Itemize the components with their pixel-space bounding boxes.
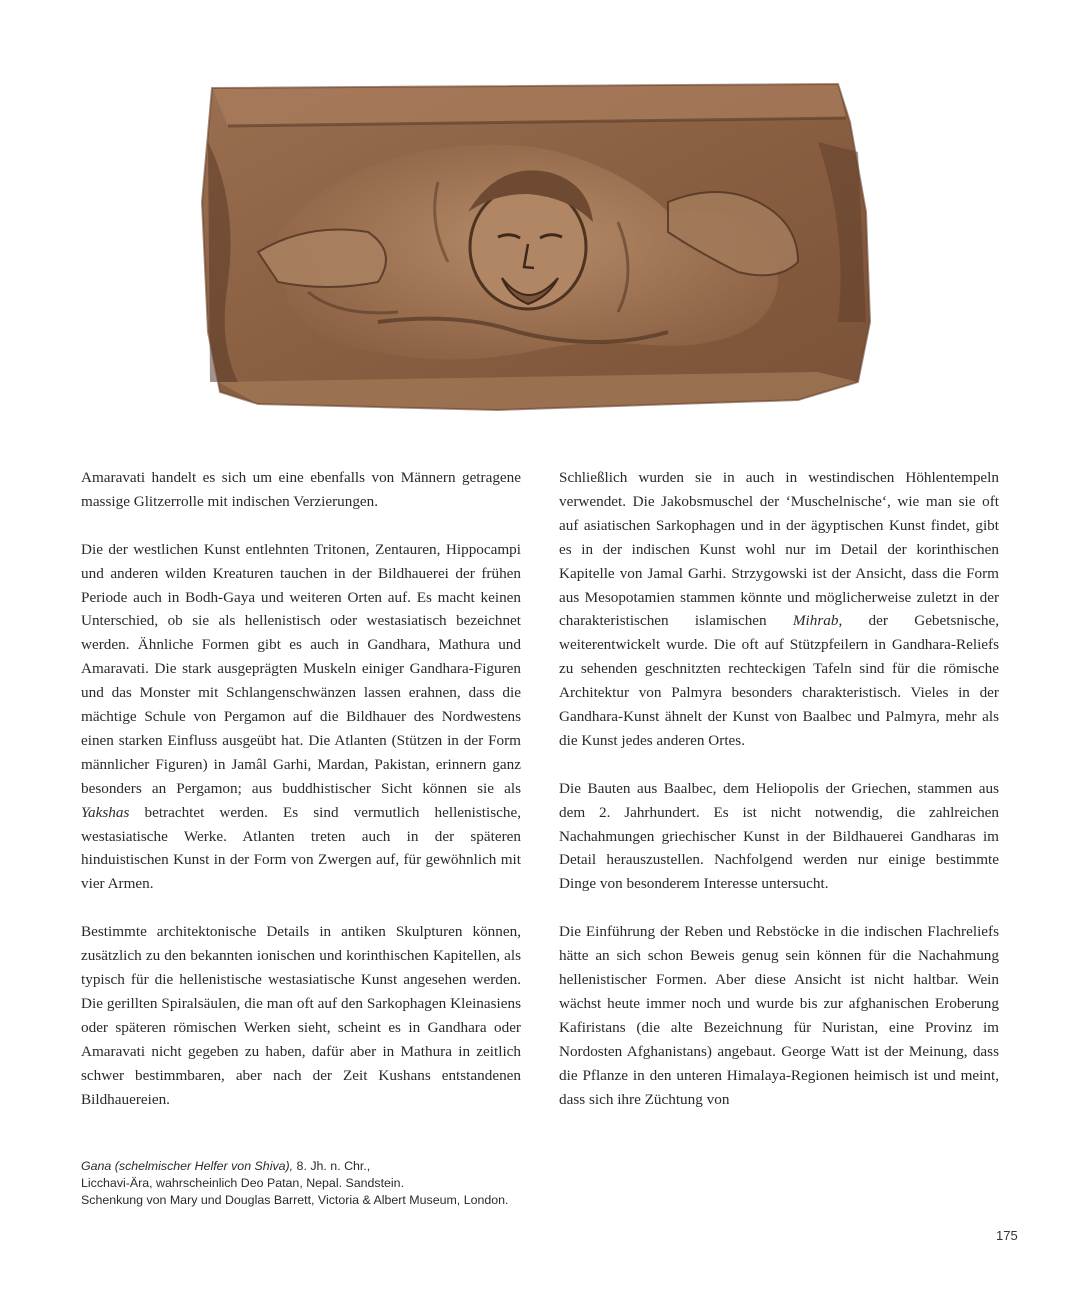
paragraph: Die Einführung der Reben und Rebstöcke in die indischen Flachreliefs hätte an sich schon Beweis genug sein können für die Nachahmung hellenistischer Formen. Aber diese Ansicht ist nicht haltbar. Wein wächst heute immer noch und wurde bis zur afghanischen Eroberung Kafiristans (die alte Bezeichnung für Nuristan, eine Provinz im Nordosten Afghanistans) angebaut. George Watt ist der Meinung, dass die Pflanze in den unteren Himalaya-Regionen heimisch ist und meint, dass sich ihre Züchtung von [559,923,999,1108]
paragraph: Amaravati handelt es sich um eine ebenfalls von Männern getragene massige Glitzerrolle mit indischen Verzierungen. [81,469,521,510]
italic-term: Mihrab [792,612,839,630]
paragraph-text: Die der westlichen Kunst entlehnten Tritonen, Zentauren, Hippocampi und anderen wilden Kreaturen tauchen in der Bildhauerei der frühen Periode auch in Bodh-Gaya und weiteren Orten auf. Es macht keinen Unterschied, ob sie als hellenistisch oder westasiatisch bezeichnet werden. Ähnliche Formen gibt es auch in Gandhara, Mathura und Amaravati. Die stark ausgeprägten Muskeln einiger Gandhara-Figuren und das Monster mit Schlangenschwänzen lassen erahnen, dass die mächtige Schule von Pergamon auf die Bildhauer des Nordwestens einen starken Einfluss ausgeübt hat. Die Atlanten (Stützen in der Form männlicher Figuren) in Jamâl Garhi, Mardan, Pakistan, erinnern ganz besonders an Pergamon; aus buddhistischer Sicht können sie als [81,540,521,797]
paragraph: Die Bauten aus Baalbec, dem Heliopolis der Griechen, stammen aus dem 2. Jahrhundert. Es ist nicht notwendig, die zahlreichen Nachahmungen griechischer Kunst in der Bildhauerei Gandharas im Detail herauszustellen. Nachfolgend werden nur einige bestimmte Dinge von besonderem Interesse untersucht. [559,779,999,893]
caption-line: Licchavi-Ära, wahrscheinlich Deo Patan, Nepal. Sandstein. [81,1176,405,1191]
paragraph-text: Schließlich wurden sie in auch in westindischen Höhlentempeln verwendet. Die Jakobsmuschel der ‘Muschelnische‘, wie man sie oft auf asiatischen Sarkophagen und in der ägyptischen Kunst findet, gibt es in der indischen Kunst wohl nur im Detail der korinthischen Kapitelle von Jamal Garhi. Strzygowski ist der Ansicht, dass die Form aus Mesopotamien stammen könnte und möglicherweise zuletzt in der charakteristischen islamischen [559,469,999,630]
text-column-right [559,466,999,1111]
paragraph: Bestimmte architektonische Details in antiken Skulpturen können, zusätzlich zu den bekannten ionischen und korinthischen Kapitellen, als typisch für die hellenistische westasiatische Kunst angesehen werden. Die gerillten Spiralsäulen, die man oft auf den Sarkophagen Kleinasiens oder späteren römischen Werken sieht, scheint es in Gandhara oder Amaravati nicht gegeben zu haben, dafür aber in Mathura in zeitlich schwer bestimmbaren, aber nach der Zeit Kushans entstandenen Bildhauereien. [81,923,521,1108]
paragraph [81,538,521,897]
caption-line: Schenkung von Mary und Douglas Barrett, Victoria & Albert Museum, London. [81,1193,509,1208]
relief-photo [198,82,872,414]
caption-line [81,1158,601,1175]
text-column-left [81,466,521,1111]
paragraph-text: , der Gebetsnische, weiterentwickelt wurde. Die oft auf Stützpfeilern in Gandhara-Reliefs zu sehenden geschnitzten rechteckigen Tafeln sind für die römische Architektur von Palmyra besonders charakteristisch. Vieles in der Gandhara-Kunst ähnelt der Kunst von Baalbec und Palmyra, mehr als die Kunst jedes anderen Ortes. [559,612,999,749]
italic-term: Yakshas [81,803,130,821]
caption-date: 8. Jh. n. Chr., [293,1159,371,1173]
figure-caption [81,1158,601,1210]
paragraph [559,466,999,753]
paragraph-text: betrachtet werden. Es sind vermutlich hellenistische, westasiatische Werke. Atlanten treten auch in der späteren hinduistischen Kunst in der Form von Zwergen auf, für gewöhnlich mit vier Armen. [81,803,521,893]
caption-title: Gana (schelmischer Helfer von Shiva), [81,1159,294,1173]
gana-relief-image [198,82,872,414]
page-number: 175 [996,1228,1018,1243]
